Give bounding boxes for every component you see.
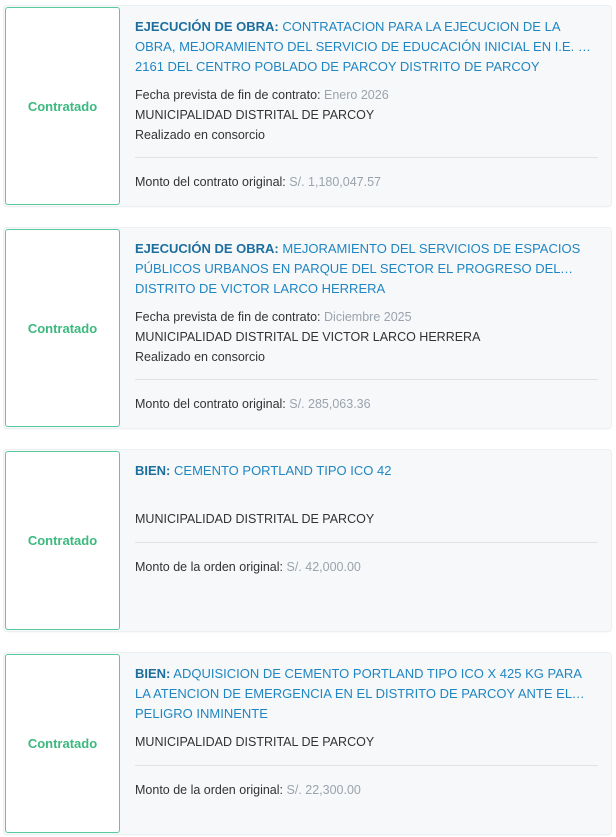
status-label: Contratado [27, 98, 98, 114]
status-label: Contratado [27, 533, 98, 548]
contract-content [135, 653, 598, 834]
contract-card[interactable] [4, 653, 611, 834]
contract-type-label: BIEN: [135, 666, 171, 681]
amount-value: S/. 1,180,047.57 [289, 175, 382, 189]
card-divider [135, 765, 598, 766]
amount-value: S/. 285,063.36 [289, 397, 371, 411]
amount-value: S/. 42,000.00 [286, 560, 361, 574]
amount-row [135, 395, 598, 413]
status-badge [5, 7, 120, 205]
amount-label: Monto del contrato original: [135, 175, 286, 189]
amount-label: Monto de la orden original: [135, 783, 284, 797]
entity-name: MUNICIPALIDAD DISTRITAL DE VICTOR LARCO HERRERA [135, 330, 481, 344]
contract-type-label: EJECUCIÓN DE OBRA: [135, 241, 279, 256]
amount-value: S/. 22,300.00 [286, 783, 361, 797]
end-date-row [135, 308, 598, 326]
end-date-value: Enero 2026 [324, 88, 389, 102]
status-badge [5, 654, 120, 833]
contract-type-label: BIEN: [135, 463, 171, 478]
entity-name: MUNICIPALIDAD DISTRITAL DE PARCOY [135, 512, 375, 526]
contract-card[interactable] [4, 450, 611, 631]
contract-title-text: MEJORAMIENTO DEL SERVICIOS DE ESPACIOS PÚBLICOS URBANOS EN PARQUE DEL SECTOR EL PROGRESO DEL DISTRITO DE VICTOR LARCO HERRERA [135, 241, 581, 296]
contract-content [135, 450, 598, 631]
contract-content [135, 228, 598, 428]
amount-row [135, 173, 598, 191]
amount-row [135, 781, 598, 799]
card-divider [135, 542, 598, 543]
end-date-row [135, 86, 598, 104]
status-label: Contratado [27, 736, 98, 751]
consortium-note: Realizado en consorcio [135, 350, 265, 364]
contract-title-text: ADQUISICION DE CEMENTO PORTLAND TIPO ICO X 425 KG PARA LA ATENCION DE EMERGENCIA EN EL DISTRITO DE PARCOY ANTE EL PELIGRO INMINENTE [135, 666, 582, 721]
amount-row [135, 558, 598, 576]
contract-content [135, 6, 598, 206]
end-date-label: Fecha prevista de fin de contrato: [135, 310, 321, 324]
consortium-note: Realizado en consorcio [135, 128, 265, 142]
contract-card[interactable] [4, 6, 611, 206]
contract-title-text: CONTRATACION PARA LA EJECUCION DE LA OBRA, MEJORAMIENTO DEL SERVICIO DE EDUCACIÓN INICIAL EN I.E. N° 2161 DEL CENTRO POBLADO DE PARCOY DISTRITO DE PARCOY [135, 19, 593, 74]
contract-title[interactable] [135, 17, 598, 74]
card-divider [135, 157, 598, 158]
contract-type-label: EJECUCIÓN DE OBRA: [135, 19, 279, 34]
contract-title[interactable] [135, 461, 598, 481]
end-date-label: Fecha prevista de fin de contrato: [135, 88, 321, 102]
amount-label: Monto de la orden original: [135, 560, 284, 574]
amount-label: Monto del contrato original: [135, 397, 286, 411]
contract-title[interactable] [135, 664, 598, 721]
contract-title[interactable] [135, 239, 598, 296]
status-badge [5, 229, 120, 427]
card-divider [135, 379, 598, 380]
end-date-value: Diciembre 2025 [324, 310, 412, 324]
status-label: Contratado [27, 320, 98, 336]
contract-title-text: CEMENTO PORTLAND TIPO ICO 42 [174, 463, 392, 478]
status-badge [5, 451, 120, 630]
entity-name: MUNICIPALIDAD DISTRITAL DE PARCOY [135, 735, 375, 749]
contract-card[interactable] [4, 228, 611, 428]
entity-name: MUNICIPALIDAD DISTRITAL DE PARCOY [135, 108, 375, 122]
